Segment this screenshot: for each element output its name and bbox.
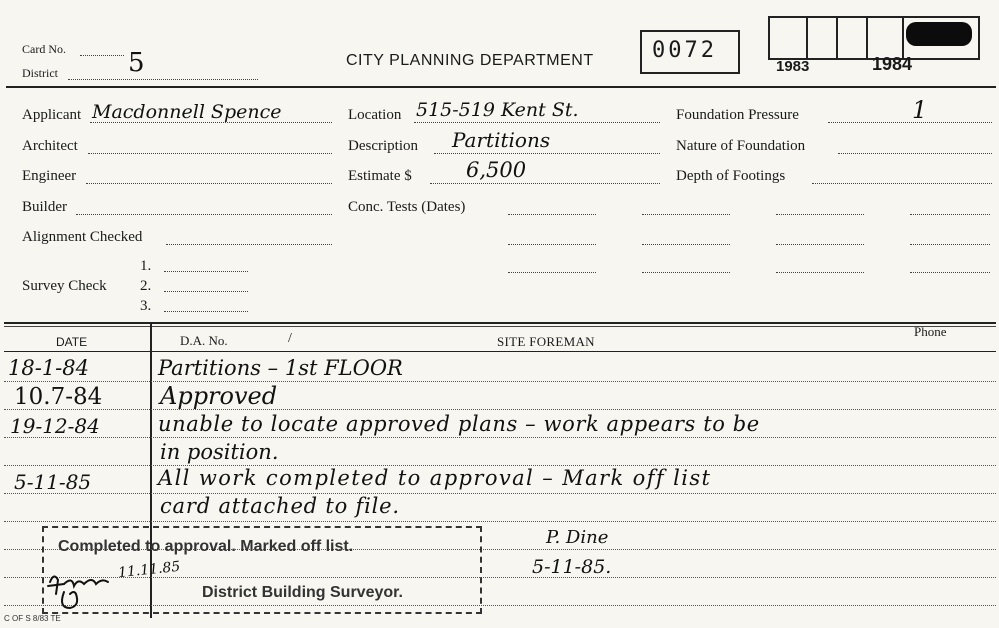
- location-label: Location: [348, 107, 402, 123]
- survey-line-2: [164, 291, 248, 292]
- ruled-line: [4, 521, 996, 522]
- conc-line: [776, 214, 864, 215]
- date-header: DATE: [56, 335, 88, 349]
- foundation-pressure-value: 1: [912, 96, 928, 124]
- survey-line-3: [164, 311, 248, 312]
- district-label: District: [22, 66, 58, 80]
- engineer-line: [86, 183, 332, 184]
- conc-line: [642, 244, 730, 245]
- phone-header: Phone: [914, 324, 947, 339]
- ruled-line: [4, 381, 996, 382]
- conc-line: [910, 244, 990, 245]
- survey-check-label: Survey Check: [22, 278, 107, 294]
- survey-num-1: 1.: [140, 258, 152, 274]
- conc-line: [642, 272, 730, 273]
- alignment-label: Alignment Checked: [22, 229, 143, 245]
- year-left: 1983: [776, 58, 810, 75]
- location-line: [414, 122, 660, 123]
- form-code: C OF S 8/83 TE: [4, 614, 61, 623]
- ruled-line: [4, 493, 996, 494]
- description-label: Description: [348, 138, 418, 154]
- description-line: [434, 153, 660, 154]
- ruled-line: [4, 409, 996, 410]
- entry-text: All work completed to approval – Mark off list: [158, 466, 712, 490]
- stamp-line-2: District Building Surveyor.: [202, 584, 403, 601]
- entry-date: 10.7-84: [14, 384, 103, 410]
- survey-line-1: [164, 271, 248, 272]
- entry-text: unable to locate approved plans – work appears to be: [158, 412, 760, 436]
- entry-date: 18-1-84: [8, 356, 89, 380]
- builder-line: [76, 214, 332, 215]
- redaction-mark: [906, 22, 972, 46]
- da-no-mark: /: [288, 331, 292, 346]
- year-grid-divider: [836, 16, 838, 58]
- surveyor-signature: [44, 564, 130, 614]
- survey-num-2: 2.: [140, 278, 152, 294]
- district-line: [68, 79, 258, 80]
- foreman-signature-date: 5-11-85.: [532, 556, 612, 578]
- entry-text: in position.: [160, 440, 279, 464]
- header-rule: [6, 86, 996, 88]
- engineer-label: Engineer: [22, 168, 77, 184]
- entry-date: 5-11-85: [14, 470, 92, 494]
- log-top-rule-thin: [4, 326, 996, 327]
- applicant-value: Macdonnell Spence: [92, 101, 282, 123]
- conc-line: [508, 244, 596, 245]
- nature-of-foundation-label: Nature of Foundation: [676, 138, 806, 154]
- site-foreman-header: SITE FOREMAN: [497, 334, 595, 349]
- conc-line: [642, 214, 730, 215]
- district-value: 5: [128, 48, 145, 78]
- depth-line: [812, 183, 992, 184]
- description-value: Partitions: [452, 128, 551, 152]
- log-top-rule: [4, 322, 996, 324]
- stamp-handwritten-date: 11.11.85: [117, 558, 182, 582]
- location-value: 515-519 Kent St.: [416, 99, 579, 121]
- year-right: 1984: [872, 54, 913, 74]
- conc-line: [508, 272, 596, 273]
- year-grid-divider: [902, 16, 904, 58]
- entry-text: Partitions – 1st FLOOR: [158, 356, 403, 380]
- foundation-pressure-label: Foundation Pressure: [676, 107, 799, 123]
- year-grid-divider: [806, 16, 808, 58]
- estimate-line: [430, 183, 660, 184]
- card-no-line: [80, 55, 124, 56]
- da-no-header: D.A. No.: [180, 333, 228, 348]
- builder-label: Builder: [22, 199, 67, 215]
- year-grid-divider: [866, 16, 868, 58]
- card-no-label: Card No.: [22, 42, 66, 56]
- foreman-signature: P. Dine: [546, 527, 609, 548]
- department-title: CITY PLANNING DEPARTMENT: [346, 52, 594, 69]
- conc-line: [776, 244, 864, 245]
- survey-num-3: 3.: [140, 298, 152, 314]
- architect-line: [88, 153, 332, 154]
- architect-label: Architect: [22, 138, 78, 154]
- entry-text: card attached to file.: [160, 494, 400, 518]
- card-number-box: [640, 30, 740, 74]
- alignment-line: [166, 244, 332, 245]
- card-number: 0072: [652, 38, 717, 63]
- conc-line: [910, 272, 990, 273]
- nature-line: [838, 153, 992, 154]
- applicant-label: Applicant: [22, 107, 82, 123]
- conc-line: [508, 214, 596, 215]
- conc-tests-label: Conc. Tests (Dates): [348, 199, 466, 215]
- ruled-line: [4, 437, 996, 438]
- estimate-label: Estimate $: [348, 168, 412, 184]
- conc-line: [910, 214, 990, 215]
- entry-date: 19-12-84: [10, 414, 100, 438]
- foundation-pressure-line: [828, 122, 992, 123]
- header-underline: [4, 351, 996, 352]
- estimate-value: 6,500: [466, 158, 527, 182]
- conc-line: [776, 272, 864, 273]
- depth-of-footings-label: Depth of Footings: [676, 168, 786, 184]
- entry-text: Approved: [160, 382, 278, 410]
- stamp-line-1: Completed to approval. Marked off list.: [58, 538, 354, 555]
